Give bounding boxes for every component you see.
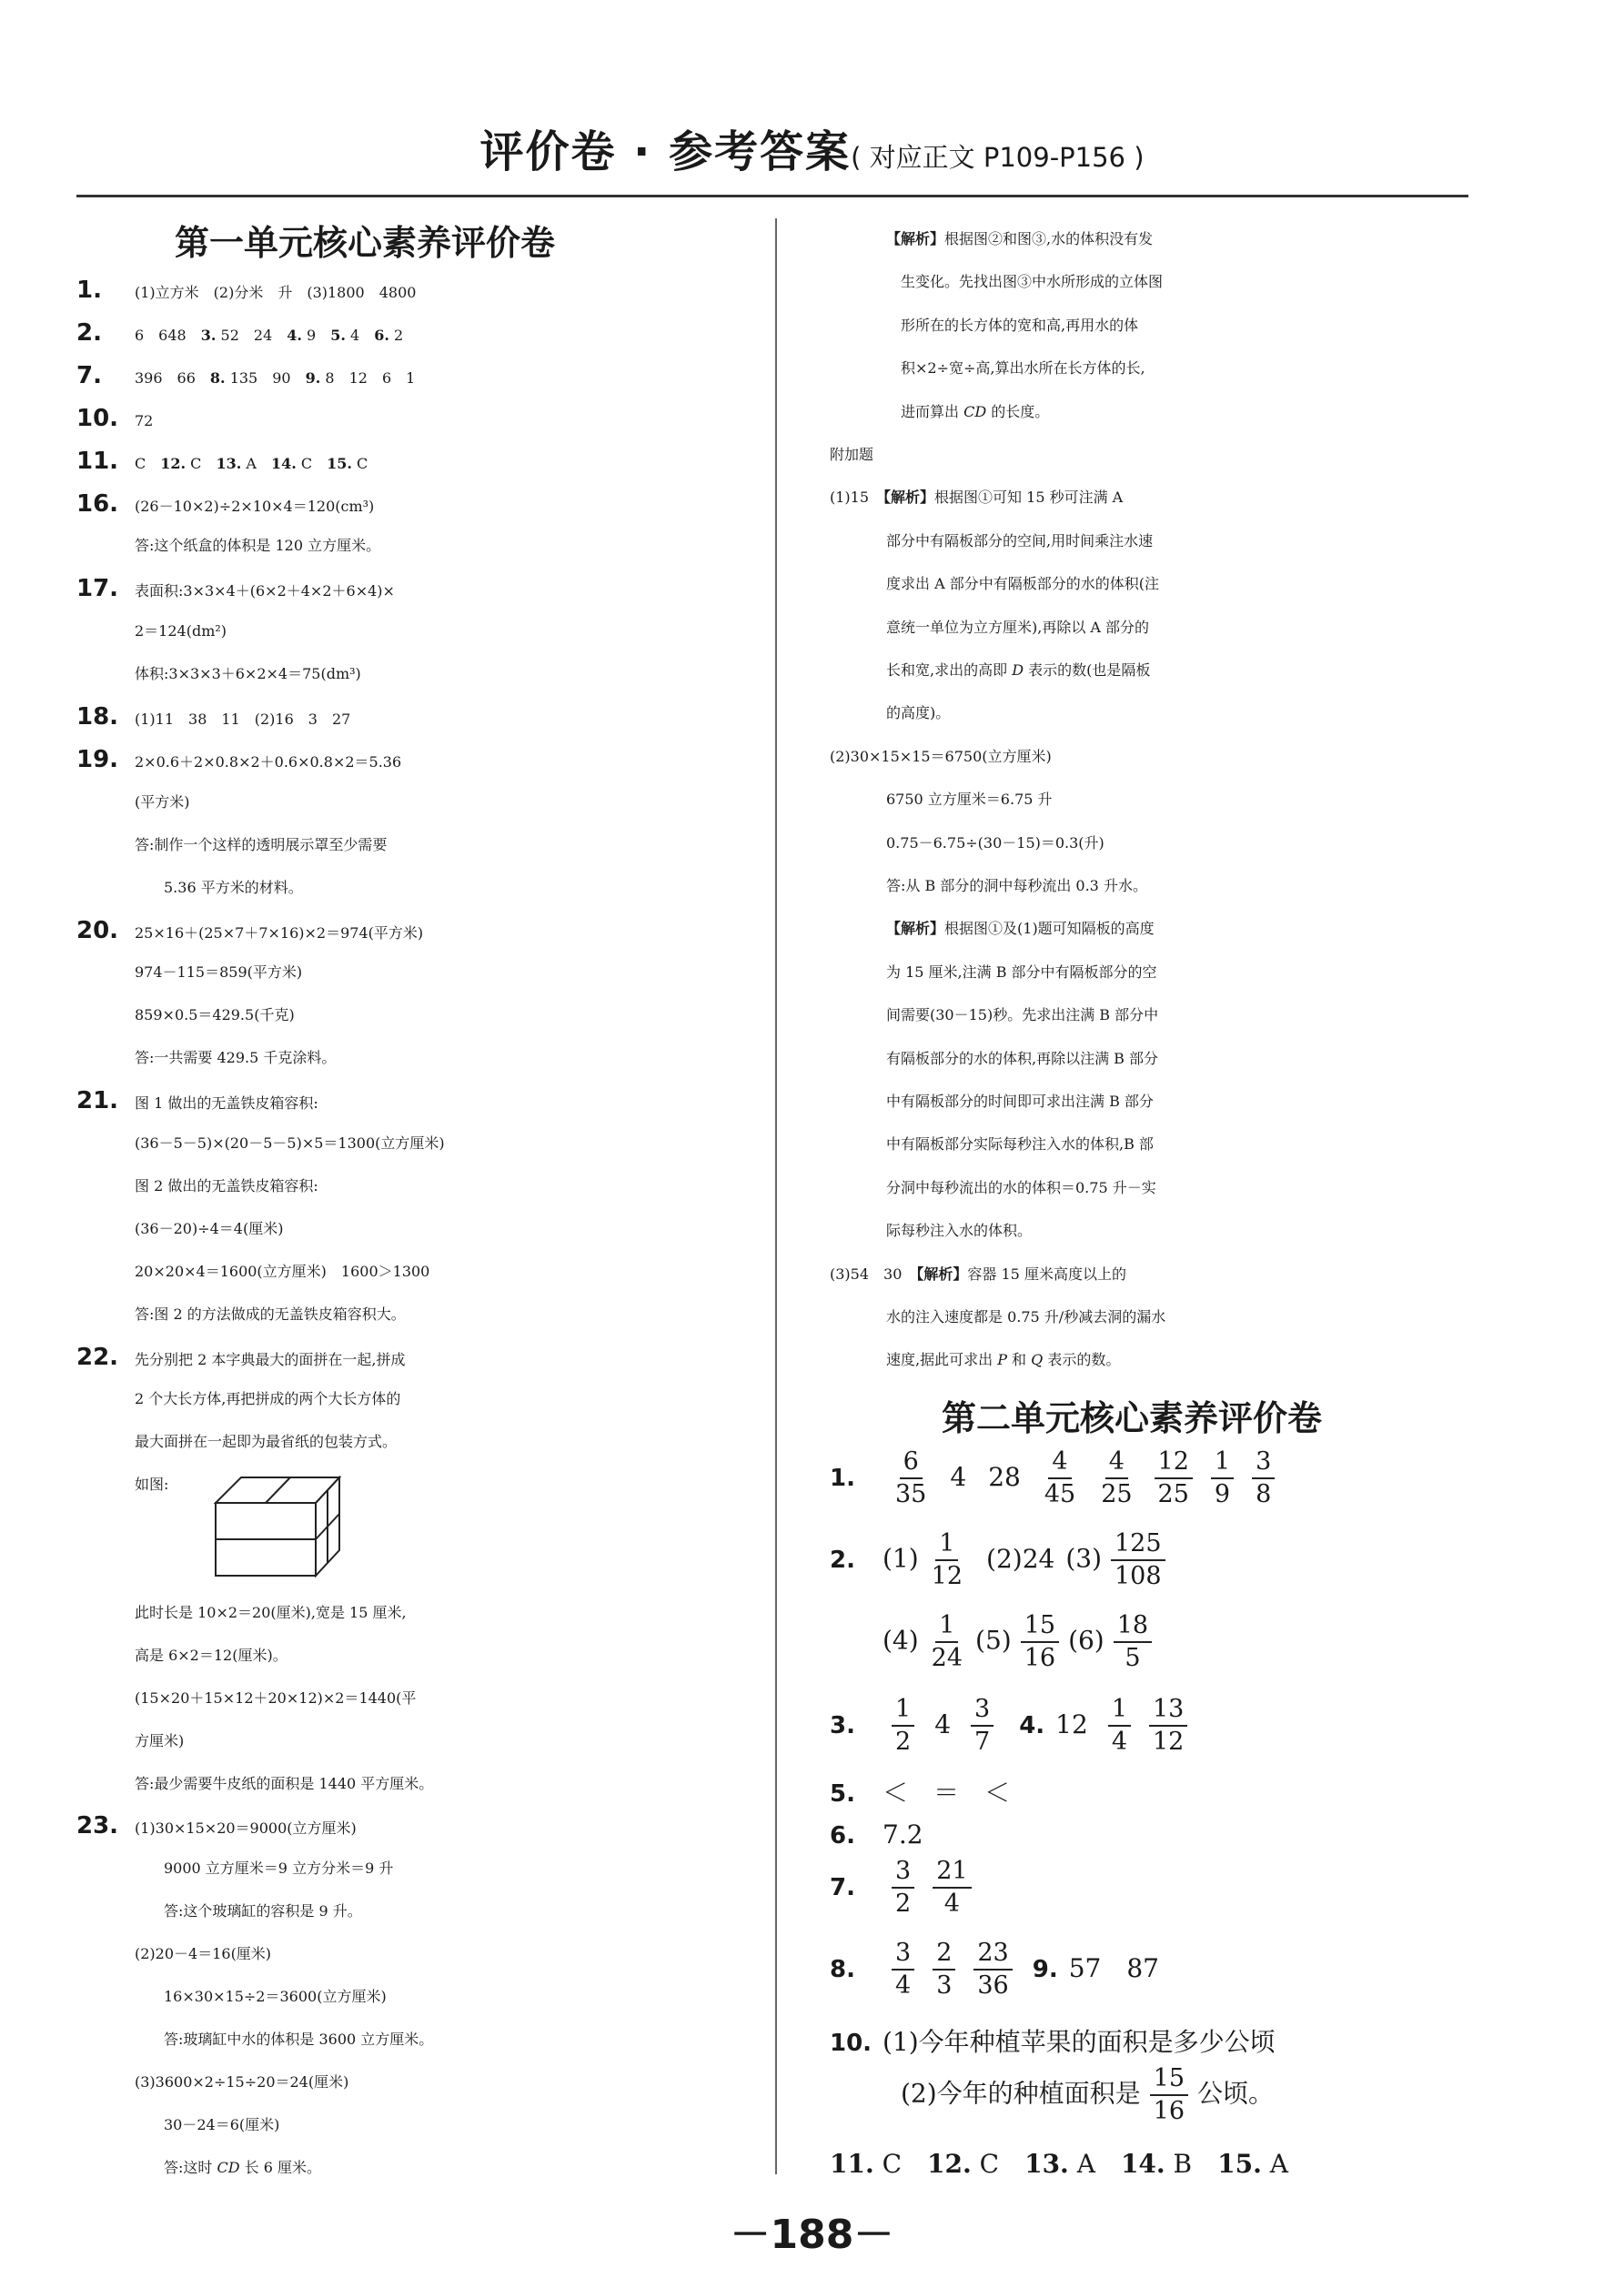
answer-line [135, 1592, 407, 1634]
item-text: 974－115＝859(平方米) [135, 963, 303, 982]
item-text: 答:这个纸盒的体积是 120 立方厘米。 [135, 537, 381, 555]
explanation-line: 中有隔板部分实际每秒注入水的体积,B 部 [886, 1135, 1154, 1154]
item-number: 7. [76, 361, 102, 389]
answer-item [76, 568, 395, 612]
answer-item [76, 398, 153, 442]
item-text: 2 个大长方体,再把拼成的两个大长方体的 [135, 1390, 401, 1408]
item-text: 72 [135, 411, 154, 429]
explanation-line: 有隔板部分的水的体积,再除以注满 B 部分 [886, 1049, 1159, 1067]
item-text: 2＝124(dm²) [135, 622, 227, 640]
explanation-line: 【解析】根据图②和图③,水的体积没有发 [886, 230, 1154, 247]
explanation-line: 形所在的长方体的宽和高,再用水的体 [901, 316, 1139, 334]
unit2-answer-row: 8. $\frac{3}{4}$ $\frac{2}{3}$ $\frac{23}{36}$ 9. 57 87 [830, 1939, 1159, 2000]
answer-line [135, 1763, 433, 1805]
fraction: $\frac{12}{25}$ [1155, 1446, 1193, 1510]
answer-line [135, 653, 361, 695]
item-text: (平方米) [135, 792, 190, 811]
explanation-line: 水的注入速度都是 0.75 升/秒减去洞的漏水 [886, 1308, 1166, 1325]
item-text: 5.36 平方米的材料。 [164, 878, 303, 896]
answer-line [135, 1635, 287, 1677]
answer-line [164, 2019, 433, 2061]
answer-item [76, 1336, 405, 1381]
explanation-line: 速度,据此可求出 P 和 Q 表示的数。 [886, 1351, 1121, 1369]
fraction: $\frac{3}{2}$ [892, 1856, 914, 1920]
item-number: 5. [830, 1780, 855, 1808]
answer-item [76, 910, 423, 954]
item-number: 7. [830, 1873, 855, 1901]
item-number: 16. [76, 489, 119, 518]
fraction: $\frac{125}{108}$ [1111, 1528, 1165, 1592]
item-text: (2)20－4＝16(厘米) [135, 1945, 272, 1963]
item-text: 25×16＋(25×7＋7×16)×2＝974(平方米) [135, 923, 424, 942]
answer-item [76, 739, 401, 783]
item-text: 体积:3×3×3＋6×2×4＝75(dm³) [135, 665, 361, 683]
unit2-answer-row: 5. ＜ ＝ ＜ [830, 1772, 1010, 1815]
item-text: (3)3600×2÷15÷20＝24(厘米) [135, 2072, 349, 2091]
answer-line [135, 824, 387, 866]
answer-line [135, 1294, 406, 1336]
item-text: 答:一共需要 429.5 千克涂料。 [135, 1049, 337, 1067]
answer-line [135, 2061, 348, 2103]
fraction: $\frac{4}{45}$ [1044, 1447, 1076, 1508]
answer-line [135, 525, 380, 567]
fraction: $\frac{3}{7}$ [971, 1694, 994, 1758]
item-text: 396 66 8. 135 90 9. 8 12 6 1 [135, 368, 416, 387]
answer-line [164, 2147, 321, 2189]
fraction: $\frac{1}{2}$ [892, 1694, 914, 1758]
item-text: 6 648 3. 52 24 4. 9 5. 4 6. 2 [135, 326, 404, 344]
fraction: $\frac{13}{12}$ [1149, 1694, 1187, 1758]
item-text: 30－24＝6(厘米) [164, 2115, 280, 2133]
item-text: 答:最少需要牛皮纸的面积是 1440 平方厘米。 [135, 1774, 434, 1792]
fraction: $\frac{3}{4}$ [892, 1938, 914, 2001]
item-number: 17. [76, 575, 119, 603]
item-number: 22. [76, 1343, 119, 1371]
answer-line [135, 1720, 184, 1762]
item-text: 答:这个玻璃缸的容积是 9 升。 [164, 1902, 362, 1920]
answer-line [135, 952, 302, 993]
stacked-box-figure [214, 1476, 341, 1577]
item-text: 2×0.6＋2×0.8×2＋0.6×0.8×2＝5.36 [135, 752, 402, 771]
answer-line [135, 781, 190, 823]
explanation-line: 为 15 厘米,注满 B 部分中有隔板部分的空 [886, 963, 1157, 981]
answer-line [135, 994, 295, 1036]
item-text: (36－5－5)×(20－5－5)×5＝1300(立方厘米) [135, 1134, 445, 1152]
item-text: (1)立方米 (2)分米 升 (3)1800 4800 [135, 284, 417, 301]
answer-line [135, 1037, 336, 1079]
fraction: $\frac{2}{3}$ [933, 1938, 955, 2001]
answer-item [76, 312, 403, 357]
item-text: (1)30×15×20＝9000(立方厘米) [135, 1819, 357, 1838]
item-text: C 12. C 13. A 14. C 15. C [135, 454, 368, 472]
item-number: 3. [830, 1711, 855, 1739]
item-number: 2. [76, 318, 102, 347]
item-number: 8. [830, 1955, 855, 1983]
unit2-answer-row [830, 1856, 981, 1920]
unit2-answer-row: 11. C 12. C 13. A 14. B 15. A [830, 2149, 1288, 2179]
answer-line [135, 1165, 318, 1207]
fraction: $\frac{23}{36}$ [973, 1938, 1012, 2001]
fraction: $\frac{1}{12}$ [931, 1529, 963, 1590]
unit2-answer-row: 3. $\frac{1}{2}$ 4 $\frac{3}{7}$ 4. 12 $\frac{1}{4}$ $\frac{13}{12}$ [830, 1694, 1196, 1758]
header-rule [76, 195, 1468, 197]
item-text: 表面积:3×3×4＋(6×2＋4×2＋6×4)× [135, 582, 395, 600]
unit2-answer-row: (4) $\frac{1}{24}$ (5) $\frac{15}{16}$ (6) $\frac{18}{5}$ [830, 1610, 1161, 1674]
item-number: 1. [830, 1464, 855, 1492]
item-number: 10. [76, 404, 119, 432]
answer-line [164, 2104, 279, 2146]
fraction: $\frac{6}{35}$ [895, 1447, 927, 1508]
item-text: 先分别把 2 本字典最大的面拼在一起,拼成 [135, 1350, 406, 1368]
explanation-line: 长和宽,求出的高即 D 表示的数(也是隔板 [886, 661, 1151, 679]
answer-line [135, 1123, 445, 1164]
answer-line [135, 1678, 416, 1719]
explanation-line: 0.75－6.75÷(30－15)＝0.3(升) [886, 833, 1105, 852]
fraction: $\frac{15}{16}$ [1150, 2063, 1188, 2127]
answer-item [76, 355, 415, 399]
fraction: $\frac{1}{4}$ [1108, 1694, 1131, 1758]
explanation-line: 分洞中每秒流出的水的体积＝0.75 升－实 [886, 1178, 1156, 1196]
item-text: (1)11 38 11 (2)16 3 27 [135, 711, 351, 728]
item-text: 最大面拼在一起即为最省纸的包装方式。 [135, 1433, 398, 1451]
answer-line [135, 1251, 429, 1293]
explanation-line: 附加题 [830, 446, 874, 463]
item-text: 方厘米) [135, 1731, 185, 1749]
item-text: 如图: [135, 1476, 169, 1494]
explanation-line: 进而算出 CD 的长度。 [901, 402, 1050, 420]
answer-line [135, 1933, 271, 1975]
item-number: 21. [76, 1087, 119, 1115]
item-number: 19. [76, 745, 119, 773]
explanation-line: 意统一单位为立方厘米),再除以 A 部分的 [886, 618, 1150, 636]
unit2-answer-row: 2. (1) $\frac{1}{12}$ (2)24 (3) $\frac{125}{108}$ [830, 1528, 1175, 1592]
answer-item [76, 696, 350, 741]
item-text: 图 2 做出的无盖铁皮箱容积: [135, 1176, 318, 1194]
unit2-answer-row: 6. 7.2 [830, 1814, 923, 1857]
fraction: $\frac{21}{4}$ [933, 1856, 971, 1920]
item-text: (15×20＋15×12＋20×12)×2＝1440(平 [135, 1688, 417, 1707]
unit2-answer-row: 1. $\frac{6}{35}$ 4 28 $\frac{4}{45}$ $\frac{4}{25}$ $\frac{12}{25}$ $\frac{1}{9}$ $\frac{3}{8}$ [830, 1446, 1284, 1510]
explanation-line: 中有隔板部分的时间即可求出注满 B 部分 [886, 1093, 1154, 1110]
answer-line [135, 1421, 397, 1463]
item-number: 11. [76, 447, 119, 475]
answer-line [135, 1464, 168, 1506]
explanation-line: 间需要(30－15)秒。先求出注满 B 部分中 [886, 1006, 1159, 1024]
explanation-line: 度求出 A 部分中有隔板部分的水的体积(注 [886, 575, 1159, 593]
column-divider [775, 218, 777, 2174]
explanation-line: 际每秒注入水的体积。 [886, 1222, 1033, 1240]
item-number: 23. [76, 1812, 119, 1840]
fraction: $\frac{1}{9}$ [1211, 1446, 1234, 1510]
answer-line [135, 1378, 400, 1420]
item-text: (36－20)÷4＝4(厘米) [135, 1219, 284, 1237]
page-title: 评价卷 · 参考答案 [479, 126, 852, 177]
explanation-line: 积×2÷宽÷高,算出水所在长方体的长, [901, 359, 1145, 378]
fraction: $\frac{3}{8}$ [1252, 1446, 1275, 1510]
item-text: 859×0.5＝429.5(千克) [135, 1006, 295, 1024]
answer-line [135, 610, 227, 652]
answer-item [76, 483, 374, 528]
fraction: $\frac{15}{16}$ [1021, 1610, 1059, 1674]
fraction: $\frac{1}{24}$ [931, 1611, 963, 1672]
item-number: 18. [76, 703, 119, 731]
page-number: －188－ [730, 2212, 894, 2258]
unit2-answer-row: 10. (1)今年种植苹果的面积是多少公顷 [830, 2021, 1276, 2064]
item-number: 6. [830, 1822, 855, 1850]
answer-item [76, 1080, 318, 1124]
item-text: 此时长是 10×2＝20(厘米),宽是 15 厘米, [135, 1603, 407, 1621]
fraction: $\frac{4}{25}$ [1101, 1447, 1133, 1508]
explanation-line: 6750 立方厘米＝6.75 升 [886, 791, 1053, 809]
answer-line [164, 1848, 393, 1890]
explanation-line: 部分中有隔板部分的空间,用时间乘注水速 [886, 531, 1154, 549]
answer-item [76, 1805, 357, 1850]
answer-line [135, 1208, 283, 1250]
item-text: 16×30×15÷2＝3600(立方厘米) [164, 1988, 387, 2005]
item-text: 9000 立方厘米＝9 立方分米＝9 升 [164, 1860, 394, 1878]
item-text: 图 1 做出的无盖铁皮箱容积: [135, 1094, 318, 1113]
explanation-line: 【解析】根据图①及(1)题可知隔板的高度 [886, 920, 1155, 938]
item-number: 10. [830, 2030, 873, 2057]
explanation-line: (2)30×15×15＝6750(立方厘米) [830, 747, 1052, 765]
item-text: 答:玻璃缸中水的体积是 3600 立方厘米。 [164, 2030, 434, 2048]
section-title-unit1: 第一单元核心素养评价卷 [175, 223, 556, 263]
item-text: 20×20×4＝1600(立方厘米) 1600＞1300 [135, 1262, 430, 1280]
section-title-unit2: 第二单元核心素养评价卷 [942, 1398, 1323, 1438]
answer-line [164, 867, 303, 909]
item-text: 答:制作一个这样的透明展示罩至少需要 [135, 835, 388, 853]
fraction: $\frac{18}{5}$ [1114, 1610, 1152, 1674]
explanation-line: (1)15 【解析】根据图①可知 15 秒可注满 A [830, 489, 1124, 507]
item-text: 答:这时 CD 长 6 厘米。 [164, 2158, 322, 2176]
item-number: 2. [830, 1546, 855, 1574]
explanation-line: 的高度)。 [886, 704, 951, 722]
explanation-line: 答:从 B 部分的洞中每秒流出 0.3 升水。 [886, 877, 1147, 894]
item-number: 20. [76, 916, 119, 944]
page-subtitle: ( 对应正文 P109-P156 ) [851, 142, 1145, 173]
unit2-answer-row: (2)今年的种植面积是 $\frac{15}{16}$ 公顷。 [901, 2064, 1275, 2125]
answer-item [76, 440, 368, 485]
page-header [0, 116, 1624, 179]
item-text: 高是 6×2＝12(厘米)。 [135, 1646, 287, 1664]
answer-item [76, 269, 416, 314]
item-text: (26－10×2)÷2×10×4＝120(cm³) [135, 497, 375, 515]
explanation-line: 生变化。先找出图③中水所形成的立体图 [901, 273, 1164, 291]
answer-line [164, 1976, 387, 2018]
answer-line [164, 1890, 362, 1932]
explanation-line: (3)54 30 【解析】容器 15 厘米高度以上的 [830, 1265, 1126, 1283]
item-text: 答:图 2 的方法做成的无盖铁皮箱容积大。 [135, 1305, 406, 1323]
item-number: 1. [76, 277, 102, 304]
